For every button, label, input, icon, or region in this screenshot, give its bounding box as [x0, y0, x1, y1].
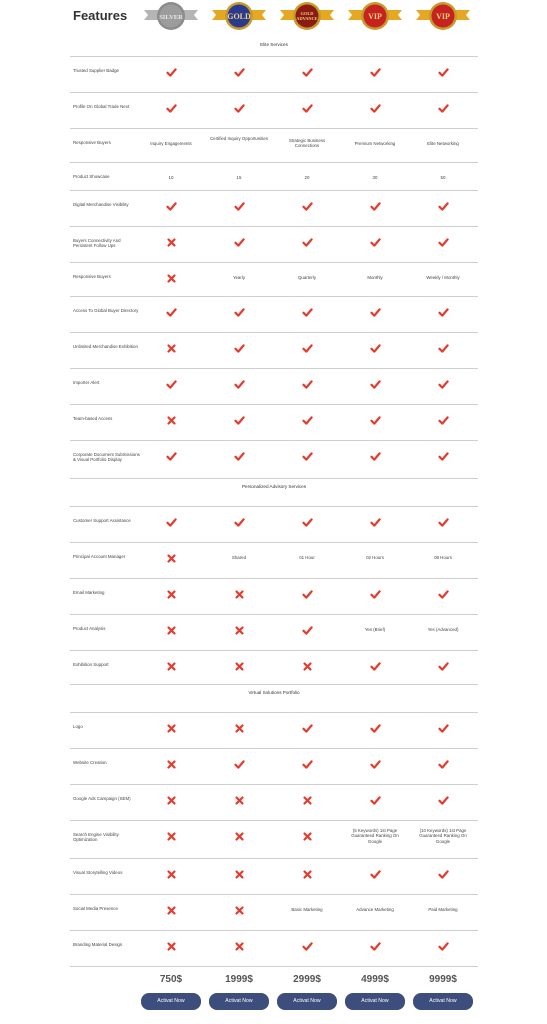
cross-icon	[234, 795, 245, 806]
cross-icon	[166, 723, 177, 734]
check-icon	[438, 379, 449, 390]
feature-label: Product Showcase	[73, 174, 110, 179]
feature-label: Branding Material Design	[73, 942, 123, 947]
cross-icon	[166, 343, 177, 354]
feature-value: Certified Inquiry Opportunities	[209, 136, 269, 141]
feature-cell	[277, 625, 337, 637]
feature-cell	[209, 905, 269, 917]
feature-cell	[413, 661, 473, 673]
feature-cell	[277, 759, 337, 771]
feature-label: Importer Alert	[73, 380, 100, 385]
feature-cell	[277, 869, 337, 881]
cross-icon	[166, 869, 177, 880]
check-icon	[302, 517, 313, 528]
row-divider	[70, 578, 478, 579]
check-icon	[234, 67, 245, 78]
feature-cell	[413, 201, 473, 213]
plan-price: 9999$	[429, 974, 457, 985]
feature-value: Basic Marketing	[291, 907, 323, 912]
feature-label: Visual Storytelling Videos	[73, 870, 123, 875]
activate-button[interactable]: Activat Now	[277, 993, 337, 1010]
check-icon	[166, 67, 177, 78]
feature-cell	[345, 517, 405, 529]
feature-cell	[141, 831, 201, 843]
check-icon	[234, 237, 245, 248]
cross-icon	[234, 589, 245, 600]
feature-cell	[209, 941, 269, 953]
feature-cell	[413, 795, 473, 807]
row-divider	[70, 162, 478, 163]
feature-cell	[277, 379, 337, 391]
feature-value: Inquiry Engagements	[150, 141, 192, 146]
feature-cell	[141, 201, 201, 213]
activate-button[interactable]: Activat Now	[413, 993, 473, 1010]
cross-icon	[234, 661, 245, 672]
feature-cell	[209, 759, 269, 771]
cross-icon	[234, 869, 245, 880]
feature-label: Logo	[73, 724, 83, 729]
feature-cell	[277, 831, 337, 843]
check-icon	[438, 67, 449, 78]
plan-badge-text: ADVANCE	[296, 16, 318, 21]
feature-cell	[141, 307, 201, 319]
feature-cell	[345, 795, 405, 807]
feature-value: 10	[168, 175, 174, 180]
cross-icon	[166, 553, 177, 564]
feature-value: Weekly / Monthly	[426, 275, 460, 280]
cross-icon	[166, 273, 177, 284]
check-icon	[302, 343, 313, 354]
row-divider	[70, 296, 478, 297]
check-icon	[370, 307, 381, 318]
cross-icon	[234, 625, 245, 636]
feature-cell	[141, 661, 201, 673]
cross-icon	[166, 237, 177, 248]
feature-label: Product Analysis	[73, 626, 106, 631]
row-divider	[70, 650, 478, 651]
feature-cell	[209, 379, 269, 391]
check-icon	[370, 941, 381, 952]
feature-cell	[277, 941, 337, 953]
feature-cell	[141, 795, 201, 807]
feature-value: Elite Networking	[427, 141, 459, 146]
feature-cell	[345, 415, 405, 427]
row-divider	[70, 542, 478, 543]
feature-value: Paid Marketing	[428, 907, 458, 912]
row-divider	[70, 128, 478, 129]
cross-icon	[166, 661, 177, 672]
feature-cell	[209, 343, 269, 355]
check-icon	[438, 759, 449, 770]
check-icon	[438, 517, 449, 528]
check-icon	[370, 103, 381, 114]
activate-button[interactable]: Activat Now	[141, 993, 201, 1010]
cross-icon	[302, 795, 313, 806]
check-icon	[438, 343, 449, 354]
check-icon	[166, 103, 177, 114]
feature-cell	[277, 517, 337, 529]
plan-badge-4	[346, 1, 404, 33]
feature-value: Premium Networking	[354, 141, 396, 146]
feature-value: Strategic Business Connections	[288, 138, 326, 149]
feature-cell	[413, 723, 473, 735]
check-icon	[302, 103, 313, 114]
feature-label: Customer Support Assistance	[73, 518, 131, 523]
feature-cell	[413, 103, 473, 115]
feature-cell	[277, 795, 337, 807]
feature-label: Responsive Buyers	[73, 274, 111, 279]
plan-price: 750$	[159, 974, 183, 985]
feature-label: Digital Merchandise Visibility	[73, 202, 129, 207]
section-title: Personalized Advisory Services	[241, 484, 307, 489]
check-icon	[370, 237, 381, 248]
feature-cell	[345, 103, 405, 115]
feature-cell	[209, 201, 269, 213]
feature-label: Trusted Supplier Badge	[73, 68, 119, 73]
cross-icon	[166, 625, 177, 636]
check-icon	[438, 795, 449, 806]
check-icon	[438, 415, 449, 426]
check-icon	[302, 589, 313, 600]
check-icon	[234, 343, 245, 354]
feature-cell	[209, 723, 269, 735]
plan-badge-text: VIP	[368, 12, 382, 21]
feature-label: Buyers Connectivity And Persistent Follow Ups	[73, 238, 121, 249]
feature-cell	[345, 343, 405, 355]
feature-cell	[209, 307, 269, 319]
feature-cell	[277, 237, 337, 249]
check-icon	[166, 517, 177, 528]
check-icon	[370, 869, 381, 880]
feature-cell	[345, 869, 405, 881]
feature-cell	[345, 723, 405, 735]
check-icon	[438, 723, 449, 734]
row-divider	[70, 190, 478, 191]
row-divider	[70, 226, 478, 227]
cross-icon	[302, 869, 313, 880]
pricing-header	[0, 0, 547, 36]
check-icon	[370, 723, 381, 734]
check-icon	[438, 869, 449, 880]
check-icon	[438, 661, 449, 672]
cross-icon	[302, 831, 313, 842]
feature-cell	[277, 723, 337, 735]
feature-cell	[141, 237, 201, 249]
plan-badge-2	[210, 1, 268, 33]
check-icon	[302, 237, 313, 248]
feature-cell	[345, 941, 405, 953]
feature-cell	[141, 451, 201, 463]
cross-icon	[166, 905, 177, 916]
feature-cell	[277, 343, 337, 355]
row-divider	[70, 894, 478, 895]
feature-value: Quarterly	[297, 275, 317, 280]
feature-value: 20	[304, 175, 310, 180]
feature-cell	[141, 343, 201, 355]
feature-cell	[277, 589, 337, 601]
row-divider	[70, 478, 478, 479]
feature-cell	[277, 67, 337, 79]
feature-cell	[209, 415, 269, 427]
feature-cell	[413, 379, 473, 391]
row-divider	[70, 614, 478, 615]
feature-cell	[277, 661, 337, 673]
feature-cell	[413, 451, 473, 463]
feature-cell	[277, 103, 337, 115]
feature-cell	[209, 625, 269, 637]
row-divider	[70, 820, 478, 821]
row-divider	[70, 440, 478, 441]
feature-value: 01 Hour	[299, 555, 315, 560]
check-icon	[166, 379, 177, 390]
check-icon	[370, 343, 381, 354]
feature-cell	[209, 795, 269, 807]
row-divider	[70, 92, 478, 93]
cross-icon	[166, 795, 177, 806]
feature-label: Responsive Buyers	[73, 140, 111, 145]
feature-cell	[413, 589, 473, 601]
activate-button[interactable]: Activat Now	[209, 993, 269, 1010]
check-icon	[234, 103, 245, 114]
feature-cell	[141, 67, 201, 79]
check-icon	[234, 201, 245, 212]
check-icon	[302, 451, 313, 462]
check-icon	[438, 103, 449, 114]
feature-cell	[413, 759, 473, 771]
row-divider	[70, 368, 478, 369]
feature-cell	[141, 517, 201, 529]
feature-cell	[141, 723, 201, 735]
feature-cell	[413, 67, 473, 79]
cross-icon	[166, 589, 177, 600]
feature-cell	[141, 379, 201, 391]
feature-label: Website Creation	[73, 760, 107, 765]
feature-cell	[345, 589, 405, 601]
feature-cell	[345, 661, 405, 673]
row-divider	[70, 930, 478, 931]
check-icon	[302, 723, 313, 734]
plan-price: 2999$	[293, 974, 321, 985]
feature-cell	[209, 517, 269, 529]
check-icon	[234, 451, 245, 462]
feature-cell	[345, 307, 405, 319]
feature-value: Monthly	[367, 275, 383, 280]
check-icon	[166, 451, 177, 462]
feature-value: Shared	[231, 555, 247, 560]
feature-value: (10 Keywords) 1st Page Guaranteed Ranking On Google	[419, 828, 467, 844]
row-divider	[70, 748, 478, 749]
feature-value: 50	[440, 175, 446, 180]
row-divider	[70, 784, 478, 785]
feature-cell	[277, 307, 337, 319]
feature-label: Search Engine Visibility Optimization	[73, 832, 119, 843]
check-icon	[370, 379, 381, 390]
feature-cell	[345, 237, 405, 249]
row-divider	[70, 684, 478, 685]
check-icon	[302, 201, 313, 212]
check-icon	[166, 201, 177, 212]
plan-badge-text: GOLD	[227, 12, 251, 21]
check-icon	[438, 237, 449, 248]
feature-cell	[141, 905, 201, 917]
plan-badge-text: VIP	[436, 12, 450, 21]
check-icon	[370, 451, 381, 462]
row-divider	[70, 262, 478, 263]
row-divider	[70, 332, 478, 333]
feature-label: Principal Account Manager	[73, 554, 126, 559]
feature-cell	[413, 869, 473, 881]
feature-cell	[413, 307, 473, 319]
cross-icon	[166, 415, 177, 426]
feature-cell	[345, 67, 405, 79]
feature-cell	[141, 941, 201, 953]
check-icon	[370, 795, 381, 806]
check-icon	[302, 379, 313, 390]
check-icon	[234, 415, 245, 426]
plan-price: 1999$	[225, 974, 253, 985]
cross-icon	[234, 905, 245, 916]
cross-icon	[166, 941, 177, 952]
check-icon	[370, 759, 381, 770]
check-icon	[370, 415, 381, 426]
plan-price: 4999$	[361, 974, 389, 985]
check-icon	[302, 759, 313, 770]
activate-button[interactable]: Activat Now	[345, 993, 405, 1010]
cross-icon	[302, 661, 313, 672]
feature-label: Email Marketing	[73, 590, 105, 595]
feature-cell	[345, 379, 405, 391]
section-title: Virtual Solutions Portfolio	[248, 690, 300, 695]
feature-value: (5 Keywords) 1st Page Guaranteed Ranking On Google	[351, 828, 399, 844]
feature-value: 08 Hours	[434, 555, 452, 560]
feature-cell	[413, 941, 473, 953]
check-icon	[302, 415, 313, 426]
check-icon	[234, 379, 245, 390]
cross-icon	[234, 941, 245, 952]
feature-cell	[209, 661, 269, 673]
row-divider	[70, 966, 478, 967]
feature-cell	[413, 343, 473, 355]
feature-label: Corporate Document Submissions & Visual Portfolio Display	[73, 452, 140, 463]
section-title: Elite Services	[260, 42, 288, 47]
feature-cell	[141, 869, 201, 881]
row-divider	[70, 858, 478, 859]
plan-badge-5	[414, 1, 472, 33]
feature-cell	[413, 517, 473, 529]
feature-cell	[209, 589, 269, 601]
check-icon	[234, 517, 245, 528]
page-title: Features	[73, 8, 128, 23]
section-divider	[70, 506, 478, 507]
cross-icon	[166, 759, 177, 770]
feature-label: Google Ads Campaign (SEM)	[73, 796, 131, 801]
feature-cell	[345, 201, 405, 213]
feature-label: Social Media Presence	[73, 906, 118, 911]
check-icon	[438, 307, 449, 318]
feature-cell	[413, 237, 473, 249]
feature-value: 15	[236, 175, 242, 180]
check-icon	[166, 307, 177, 318]
feature-cell	[209, 451, 269, 463]
section-divider	[70, 56, 478, 57]
row-divider	[70, 404, 478, 405]
feature-value: Advance Marketing	[356, 907, 394, 912]
feature-cell	[209, 103, 269, 115]
check-icon	[234, 759, 245, 770]
feature-cell	[209, 67, 269, 79]
check-icon	[370, 589, 381, 600]
feature-value: Yearly	[232, 275, 246, 280]
feature-cell	[209, 237, 269, 249]
feature-cell	[277, 201, 337, 213]
feature-cell	[141, 273, 201, 285]
plan-badge-3	[278, 1, 336, 33]
feature-cell	[209, 831, 269, 843]
feature-value: 30	[372, 175, 378, 180]
section-divider	[70, 712, 478, 713]
feature-cell	[141, 625, 201, 637]
cross-icon	[166, 831, 177, 842]
check-icon	[370, 661, 381, 672]
feature-cell	[345, 451, 405, 463]
feature-label: Access To Global Buyer Directory	[73, 308, 139, 313]
check-icon	[438, 941, 449, 952]
feature-cell	[209, 869, 269, 881]
feature-cell	[345, 759, 405, 771]
feature-cell	[141, 415, 201, 427]
feature-value: 02 Hours	[366, 555, 384, 560]
check-icon	[438, 201, 449, 212]
plan-badge-text: GOLD	[300, 11, 314, 16]
check-icon	[438, 589, 449, 600]
check-icon	[370, 67, 381, 78]
feature-cell	[141, 589, 201, 601]
feature-value: Yes (Brief)	[364, 627, 386, 632]
plan-badge-text: SILVER	[159, 14, 183, 21]
feature-cell	[141, 553, 201, 565]
check-icon	[302, 307, 313, 318]
feature-label: Exhibition Support	[73, 662, 109, 667]
plan-badge-1	[142, 1, 200, 33]
check-icon	[302, 625, 313, 636]
check-icon	[302, 941, 313, 952]
check-icon	[302, 67, 313, 78]
feature-label: Unlimited Merchandise Exhibition	[73, 344, 138, 349]
feature-cell	[413, 415, 473, 427]
cross-icon	[234, 723, 245, 734]
feature-cell	[277, 415, 337, 427]
feature-label: Profile On Global Trade Next	[73, 104, 130, 109]
check-icon	[438, 451, 449, 462]
check-icon	[370, 517, 381, 528]
feature-cell	[141, 103, 201, 115]
feature-cell	[277, 451, 337, 463]
check-icon	[234, 307, 245, 318]
feature-label: Team-based Access	[73, 416, 113, 421]
check-icon	[370, 201, 381, 212]
cross-icon	[234, 831, 245, 842]
feature-cell	[141, 759, 201, 771]
feature-value: Yes (Advanced)	[427, 627, 459, 632]
